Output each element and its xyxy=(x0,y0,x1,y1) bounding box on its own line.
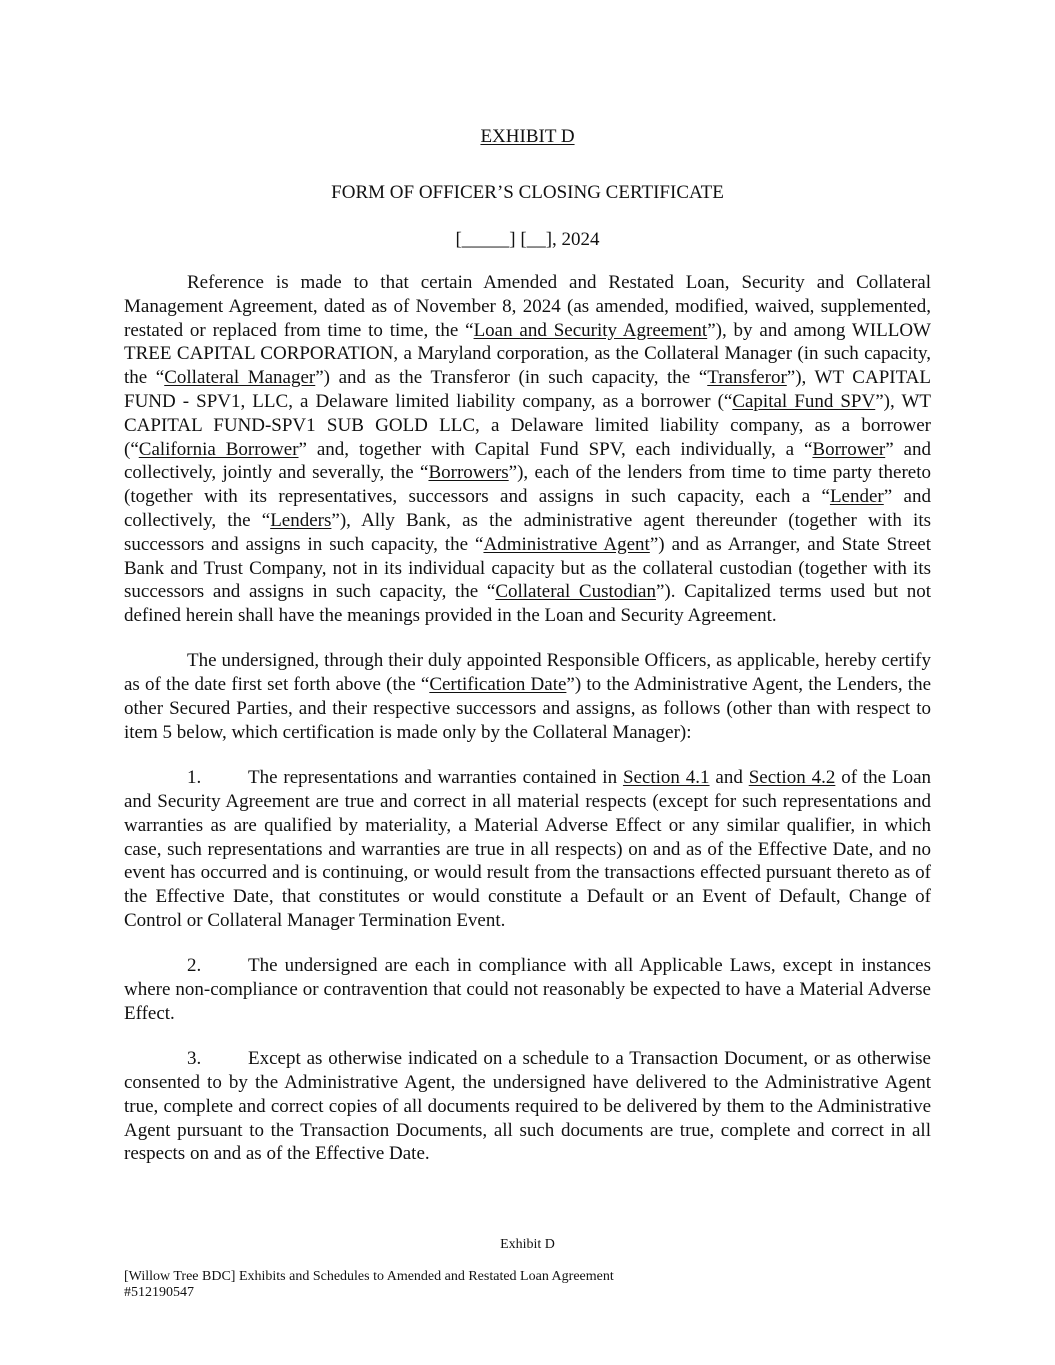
text-run: ”), WT CAPITAL FUND-SPV1 SUB GOLD LLC, a Delaware limited liability company, as a borrower (“ xyxy=(124,390,931,460)
defined-term: Lenders xyxy=(270,509,332,531)
defined-term: California Borrower xyxy=(138,438,299,460)
text-run: of the Loan and Security Agreement are true and correct in all material respects (except for such representations and warranties as are qualified by materiality, a Material Adverse Effect or any similar qualifier, in which case, such representations and warranties are true in all respects) on and as of the Effective Date, and no event has occurred and is continuing, or would result from the transactions effected pursuant thereto as of the Effective Date, that constitutes or would constitute a Default or an Event of Default, Change of Control or Collateral Manager Termination Event. xyxy=(124,767,931,931)
exhibit-title: EXHIBIT D xyxy=(480,126,575,147)
defined-term: Collateral Custodian xyxy=(495,581,656,603)
paragraph xyxy=(124,271,931,628)
text-run: ” and collectively, jointly and severally, the “ xyxy=(124,438,931,484)
text-run: Reference is made to that certain Amended and Restated Loan, Security and Collateral Management Agreement, dated as of November 8, 2024 (as amended, modified, waived, supplemented, restated or replaced from time to time, the “ xyxy=(124,272,931,341)
paragraph xyxy=(124,649,931,744)
text-run: ”), by and among WILLOW TREE CAPITAL CORPORATION, a Maryland corporation, as the Collateral Manager (in such capacity, the “ xyxy=(124,319,931,389)
footer-doc-title: [Willow Tree BDC] Exhibits and Schedules to Amended and Restated Loan Agreement xyxy=(124,1269,614,1284)
defined-term: Collateral Manager xyxy=(164,367,316,389)
paragraph-number: 1. xyxy=(187,767,202,789)
defined-term: Borrowers xyxy=(428,462,509,484)
form-title: FORM OF OFFICER’S CLOSING CERTIFICATE xyxy=(331,182,724,203)
paragraph-number: 2. xyxy=(187,955,202,977)
numbered-paragraph xyxy=(124,766,931,933)
text-run: ”) and as Arranger, and State Street Bank and Trust Company, not in its individual capacity but as the collateral custodian (together with its successors and assigns in such capacity, the “ xyxy=(124,533,931,603)
text-run: ”), WT CAPITAL FUND - SPV1, LLC, a Delaware limited liability company, as a borrower (“ xyxy=(124,367,932,412)
text-run: ”) to the Administrative Agent, the Lenders, the other Secured Parties, and their respective successors and assigns, as follows (other than with respect to item 5 below, which certification is made only by the Collateral Manager): xyxy=(124,674,932,743)
defined-term: Section 4.1 xyxy=(622,767,710,789)
footer-page-label: Exhibit D xyxy=(500,1237,555,1252)
date-line: [_____] [__], 2024 xyxy=(455,229,600,250)
defined-term: Certification Date xyxy=(429,674,567,696)
defined-term: Lender xyxy=(829,486,884,508)
text-run: Except as otherwise indicated on a schedule to a Transaction Document, or as otherwise consented to by the Administrative Agent, the undersigned have delivered to the Administrative Agent true, complete and correct copies of all documents required to be delivered by them to the Administrative Agent pursuant to the Transaction Documents, all such documents are true, complete and correct in all respects on and as of the Effective Date. xyxy=(124,1048,931,1165)
certificate-body xyxy=(124,271,931,1188)
text-run: ”), Ally Bank, as the administrative agent thereunder (together with its successors and assigns in such capacity, the “ xyxy=(124,509,931,555)
text-run: ” and collectively, the “ xyxy=(124,486,931,531)
text-run: The undersigned are each in compliance with all Applicable Laws, except in instances where non-compliance or contravention that could not reasonably be expected to have a Material Adverse Effect. xyxy=(124,955,931,1024)
text-run: The undersigned, through their duly appointed Responsible Officers, as applicable, hereby certify as of the date first set forth above (the “ xyxy=(124,650,931,696)
footer-doc-number: #512190547 xyxy=(124,1285,194,1300)
text-run: The representations and warranties contained in xyxy=(248,767,623,789)
numbered-paragraph xyxy=(124,954,931,1025)
defined-term: Loan and Security Agreement xyxy=(473,319,708,341)
defined-term: Capital Fund SPV xyxy=(732,390,876,412)
defined-term: Section 4.2 xyxy=(748,767,836,789)
defined-term: Transferor xyxy=(707,367,787,389)
text-run: ” and, together with Capital Fund SPV, each individually, a “ xyxy=(298,438,813,460)
text-run: ”). Capitalized terms used but not defined herein shall have the meanings provided in the Loan and Security Agreement. xyxy=(124,581,931,627)
paragraph-number: 3. xyxy=(187,1048,202,1070)
defined-term: Administrative Agent xyxy=(483,533,650,555)
text-run: and xyxy=(709,767,749,789)
text-run: ”) and as the Transferor (in such capacity, the “ xyxy=(315,367,708,389)
defined-term: Borrower xyxy=(812,438,886,460)
text-run: ”), each of the lenders from time to time party thereto (together with its representatives, successors and assigns in such capacity, each a “ xyxy=(124,462,931,508)
numbered-paragraph xyxy=(124,1047,931,1166)
